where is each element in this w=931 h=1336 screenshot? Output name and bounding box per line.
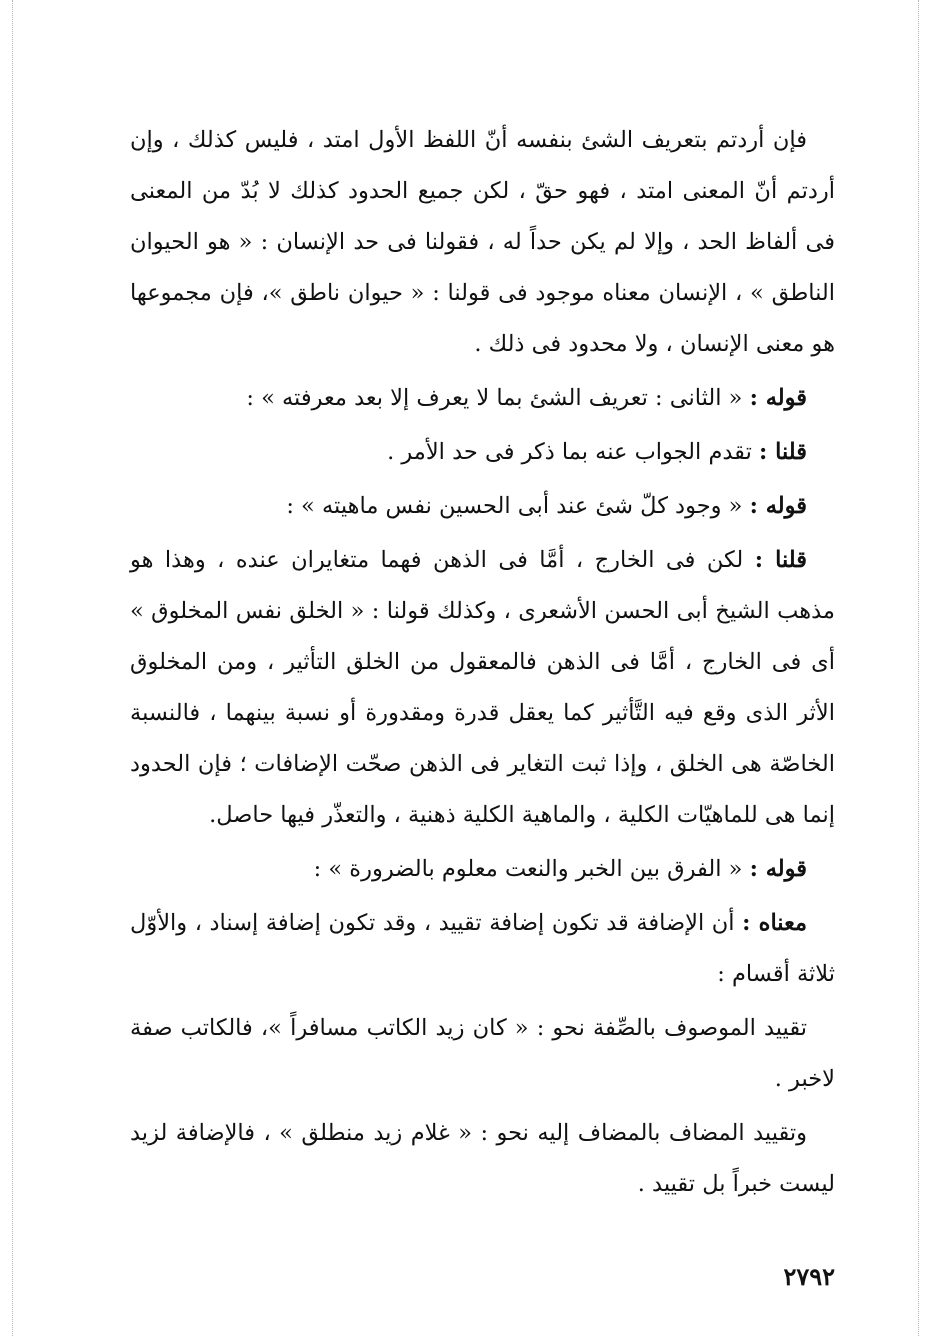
paragraph-label: قوله : <box>749 493 807 519</box>
document-page <box>130 115 835 1210</box>
paragraph-text: وتقييد المضاف بالمضاف إليه نحو : « غلام زيد منطلق » ، فالإضافة لزيد ليست خبراً بل تقييد . <box>130 1120 835 1197</box>
paragraph-6 <box>130 844 835 895</box>
paragraph-9 <box>130 1108 835 1210</box>
paragraph-7 <box>130 898 835 1000</box>
paragraph-label: قوله : <box>749 856 807 882</box>
paragraph-5 <box>130 535 835 841</box>
left-page-border <box>12 0 13 1336</box>
paragraph-text: تقييد الموصوف بالصِّفة نحو : « كان زيد الكاتب مسافراً »، فالكاتب صفة لاخبر . <box>130 1015 835 1092</box>
paragraph-label: قلنا : <box>759 439 807 465</box>
paragraph-3 <box>130 427 835 478</box>
paragraph-1 <box>130 115 835 370</box>
paragraph-text: أن الإضافة قد تكون إضافة تقييد ، وقد تكون إضافة إسناد ، والأوّل ثلاثة أقسام : <box>130 910 835 987</box>
paragraph-4 <box>130 481 835 532</box>
paragraph-text: « الثانى : تعريف الشئ بما لا يعرف إلا بعد معرفته » : <box>246 385 743 411</box>
paragraph-label: قلنا : <box>754 547 807 573</box>
page-number: ٢٧٩٢ <box>783 1262 835 1291</box>
paragraph-text: تقدم الجواب عنه بما ذكر فى حد الأمر . <box>387 439 752 465</box>
paragraph-2 <box>130 373 835 424</box>
paragraph-8 <box>130 1003 835 1105</box>
paragraph-label: معناه : <box>742 910 807 936</box>
paragraph-label: قوله : <box>749 385 807 411</box>
right-page-border <box>918 0 919 1336</box>
paragraph-text: لكن فى الخارج ، أمَّا فى الذهن فهما متغايران عنده ، وهذا هو مذهب الشيخ أبى الحسن الأشعرى ، وكذلك قولنا : « الخلق نفس المخلوق » أى فى الخارج ، أمَّا فى الذهن فالمعقول من الخلق التأثير ، ومن المخلوق الأثر الذى وقع فيه التَّأثير كما يعقل قدرة ومقدورة أو نسبة بينهما ، فالنسبة الخاصّة هى الخلق ، وإذا ثبت التغاير فى الذهن صحّت الإضافات ؛ فإن الحدود إنما هى للماهيّات الكلية ، والماهية الكلية ذهنية ، والتعذّر فيها حاصل. <box>130 547 835 828</box>
paragraph-text: « الفرق بين الخبر والنعت معلوم بالضرورة » : <box>313 856 743 882</box>
paragraph-text: فإن أردتم بتعريف الشئ بنفسه أنّ اللفظ الأول امتد ، فليس كذلك ، وإن أردتم أنّ المعنى امتد ، فهو حقّ ، لكن جميع الحدود كذلك لا بُدّ من المعنى فى ألفاظ الحد ، وإلا لم يكن حداً له ، فقولنا فى حد الإنسان : « هو الحيوان الناطق » ، الإنسان معناه موجود فى قولنا : « حيوان ناطق »، فإن مجموعها هو معنى الإنسان ، ولا محدود فى ذلك . <box>130 127 835 357</box>
paragraph-text: « وجود كلّ شئ عند أبى الحسين نفس ماهيته » : <box>286 493 743 519</box>
